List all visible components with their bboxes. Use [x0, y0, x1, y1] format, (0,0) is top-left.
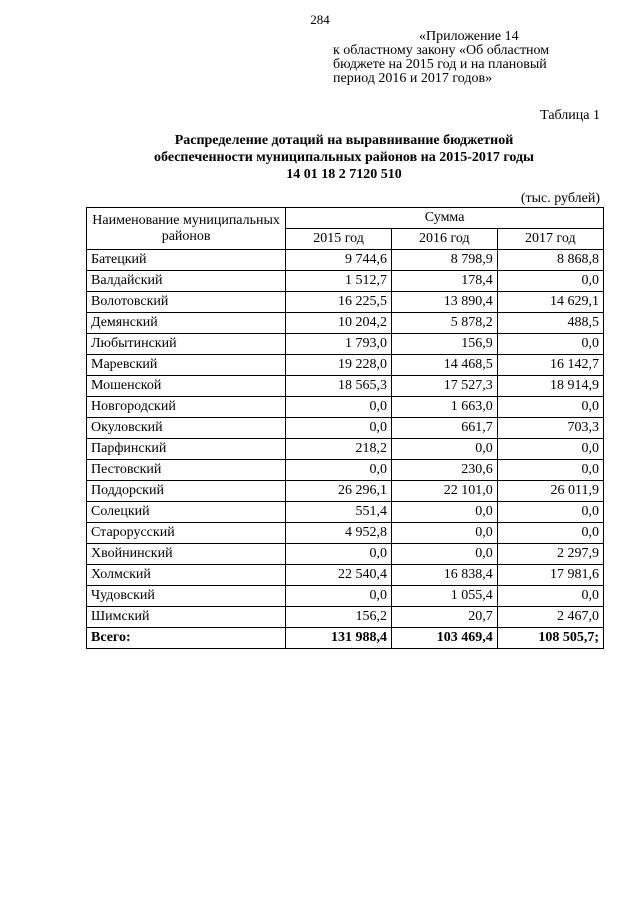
value-2015: 1 512,7	[286, 271, 392, 292]
table-row	[87, 376, 604, 397]
district-name: Хвойнинский	[87, 544, 286, 565]
value-2015: 0,0	[286, 460, 392, 481]
budget-code: 14 01 18 2 7120 510	[286, 167, 402, 182]
value-2017: 0,0	[497, 586, 603, 607]
table-row	[87, 271, 604, 292]
annex-line: к областному закону «Об областном	[333, 43, 550, 58]
value-2017: 18 914,9	[497, 376, 603, 397]
total-2017: 108 505,7;	[497, 628, 603, 649]
annex-line: бюджете на 2015 год и на плановый	[333, 57, 547, 72]
value-2017: 0,0	[497, 334, 603, 355]
value-2015: 156,2	[286, 607, 392, 628]
value-2017: 488,5	[497, 313, 603, 334]
value-2017: 26 011,9	[497, 481, 603, 502]
table-row	[87, 397, 604, 418]
value-2015: 0,0	[286, 586, 392, 607]
table-row	[87, 523, 604, 544]
value-2017: 14 629,1	[497, 292, 603, 313]
table-row	[87, 418, 604, 439]
district-name: Пестовский	[87, 460, 286, 481]
value-2016: 661,7	[391, 418, 497, 439]
page-number: 284	[310, 12, 330, 27]
value-2015: 16 225,5	[286, 292, 392, 313]
annex-line: «Приложение 14	[419, 29, 519, 44]
annex-note	[333, 30, 549, 86]
table-body	[87, 250, 604, 649]
district-name: Батецкий	[87, 250, 286, 271]
value-2015: 1 793,0	[286, 334, 392, 355]
title-line: Распределение дотаций на выравнивание бюджетной	[174, 133, 514, 148]
column-header-2016: 2016 год	[391, 229, 497, 250]
district-name: Окуловский	[87, 418, 286, 439]
value-2017: 703,3	[497, 418, 603, 439]
value-2016: 230,6	[391, 460, 497, 481]
title-line: обеспеченности муниципальных районов на 2015-2017 годы	[154, 150, 534, 165]
table-row	[87, 250, 604, 271]
table-row	[87, 586, 604, 607]
table-row	[87, 460, 604, 481]
district-name: Шимский	[87, 607, 286, 628]
district-name: Новгородский	[87, 397, 286, 418]
value-2015: 0,0	[286, 418, 392, 439]
value-2015: 19 228,0	[286, 355, 392, 376]
document-title	[0, 132, 640, 183]
district-name: Чудовский	[87, 586, 286, 607]
value-2016: 0,0	[391, 544, 497, 565]
total-2015: 131 988,4	[286, 628, 392, 649]
column-header-2017: 2017 год	[497, 229, 603, 250]
value-2016: 17 527,3	[391, 376, 497, 397]
district-name: Волотовский	[87, 292, 286, 313]
table-row	[87, 565, 604, 586]
total-label: Всего:	[87, 628, 286, 649]
table-row	[87, 481, 604, 502]
column-header-sum: Сумма	[286, 208, 604, 229]
district-name: Парфинский	[87, 439, 286, 460]
column-header-2015: 2015 год	[286, 229, 392, 250]
district-name: Солецкий	[87, 502, 286, 523]
value-2016: 178,4	[391, 271, 497, 292]
district-name: Холмский	[87, 565, 286, 586]
value-2015: 551,4	[286, 502, 392, 523]
value-2016: 16 838,4	[391, 565, 497, 586]
value-2015: 0,0	[286, 544, 392, 565]
total-row	[87, 628, 604, 649]
value-2017: 0,0	[497, 523, 603, 544]
district-name: Демянский	[87, 313, 286, 334]
value-2016: 8 798,9	[391, 250, 497, 271]
value-2017: 17 981,6	[497, 565, 603, 586]
value-2017: 2 467,0	[497, 607, 603, 628]
value-2017: 0,0	[497, 502, 603, 523]
units-note: (тыс. рублей)	[520, 191, 600, 206]
district-name: Мошенской	[87, 376, 286, 397]
value-2016: 13 890,4	[391, 292, 497, 313]
value-2015: 18 565,3	[286, 376, 392, 397]
value-2015: 9 744,6	[286, 250, 392, 271]
district-name: Валдайский	[87, 271, 286, 292]
district-name: Поддорский	[87, 481, 286, 502]
value-2016: 1 663,0	[391, 397, 497, 418]
value-2017: 0,0	[497, 271, 603, 292]
value-2015: 4 952,8	[286, 523, 392, 544]
subsidies-table	[86, 207, 604, 649]
table-row	[87, 334, 604, 355]
value-2017: 0,0	[497, 439, 603, 460]
value-2015: 10 204,2	[286, 313, 392, 334]
annex-line: период 2016 и 2017 годов»	[333, 71, 493, 86]
value-2016: 14 468,5	[391, 355, 497, 376]
table-label: Таблица 1	[540, 108, 600, 123]
value-2016: 0,0	[391, 439, 497, 460]
table-row	[87, 292, 604, 313]
value-2016: 156,9	[391, 334, 497, 355]
table-row	[87, 439, 604, 460]
value-2015: 0,0	[286, 397, 392, 418]
value-2017: 0,0	[497, 397, 603, 418]
value-2016: 0,0	[391, 502, 497, 523]
table-row	[87, 502, 604, 523]
column-header-name: Наименование муниципальных районов	[87, 208, 286, 250]
value-2016: 5 878,2	[391, 313, 497, 334]
value-2016: 1 055,4	[391, 586, 497, 607]
district-name: Старорусский	[87, 523, 286, 544]
value-2016: 0,0	[391, 523, 497, 544]
value-2017: 0,0	[497, 460, 603, 481]
value-2016: 20,7	[391, 607, 497, 628]
value-2015: 218,2	[286, 439, 392, 460]
table-row	[87, 544, 604, 565]
value-2015: 22 540,4	[286, 565, 392, 586]
district-name: Любытинский	[87, 334, 286, 355]
value-2017: 16 142,7	[497, 355, 603, 376]
table-row	[87, 355, 604, 376]
value-2016: 22 101,0	[391, 481, 497, 502]
value-2015: 26 296,1	[286, 481, 392, 502]
district-name: Маревский	[87, 355, 286, 376]
value-2017: 2 297,9	[497, 544, 603, 565]
value-2017: 8 868,8	[497, 250, 603, 271]
table-row	[87, 607, 604, 628]
table-row	[87, 313, 604, 334]
total-2016: 103 469,4	[391, 628, 497, 649]
